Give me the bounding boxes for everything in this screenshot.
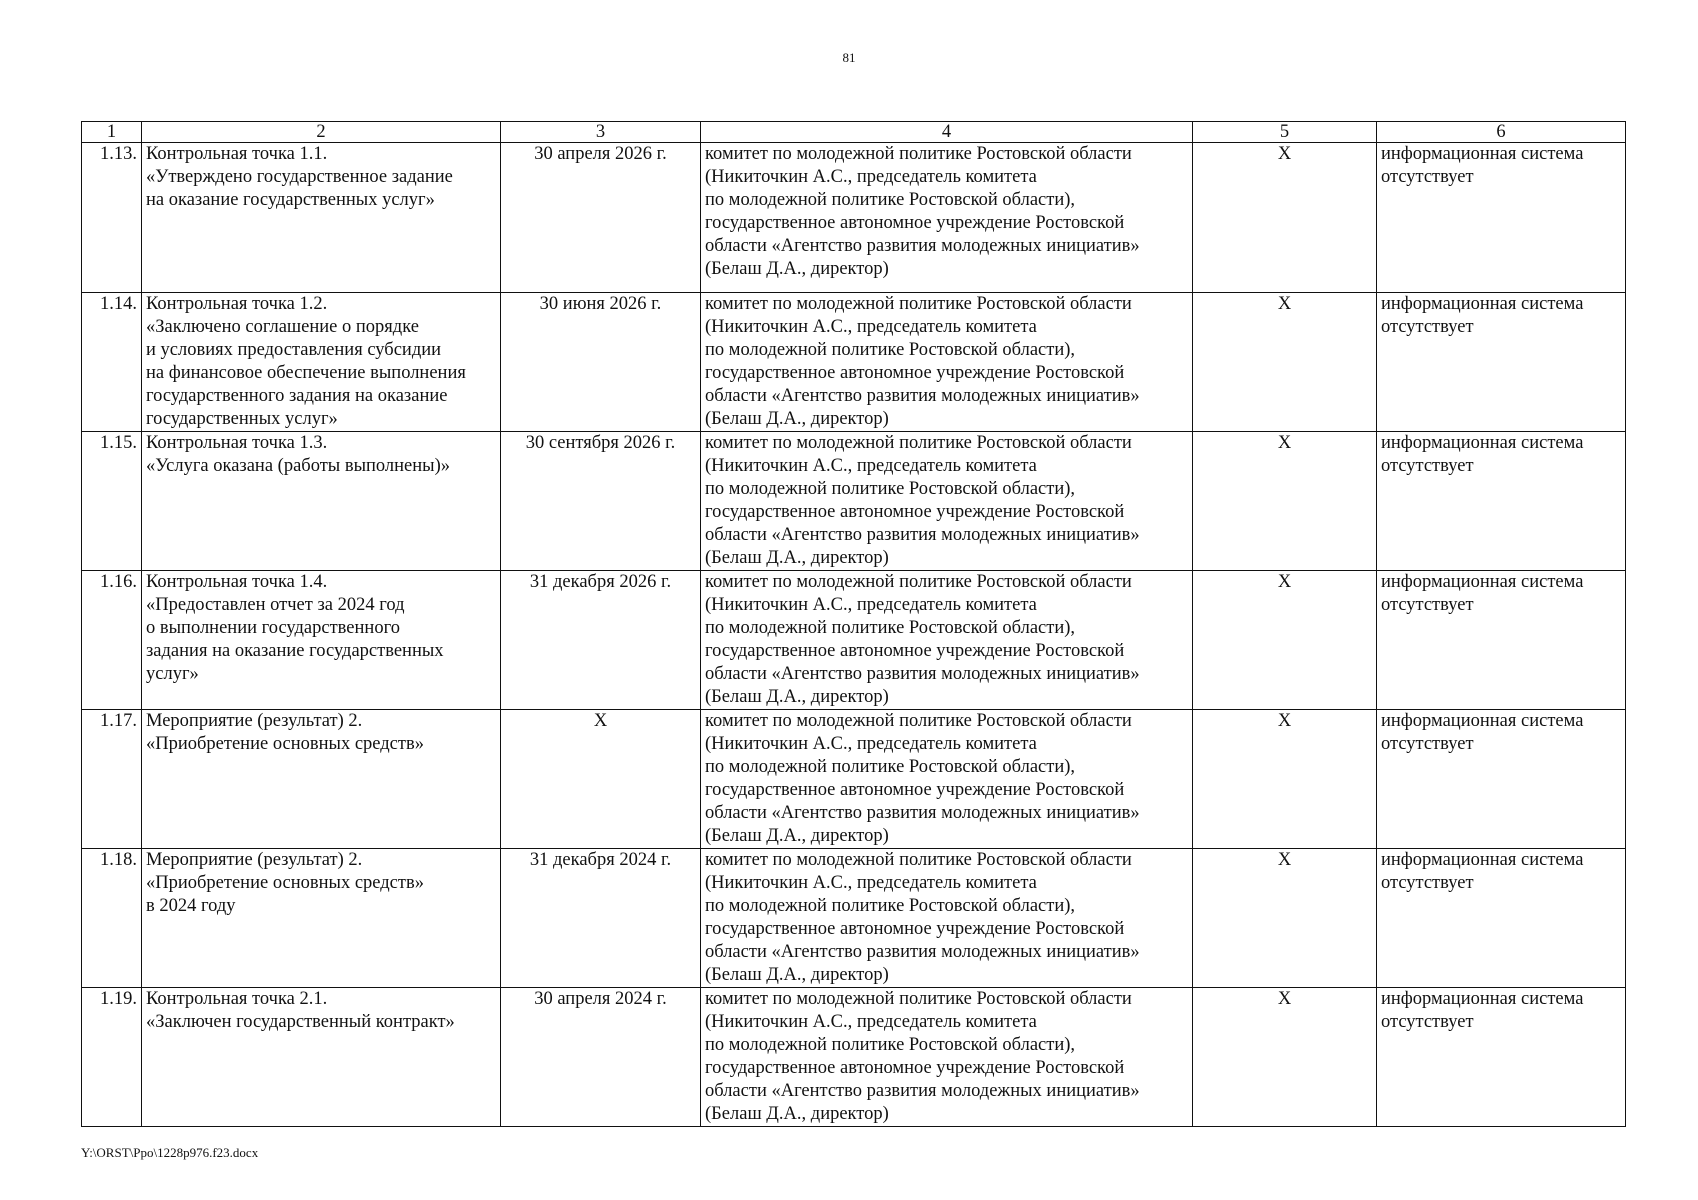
column-header: 1 [82,122,142,143]
table-row [82,293,1626,432]
row-number: 1.13. [82,143,142,293]
information-system: информационная система отсутствует [1377,710,1626,849]
information-system: информационная система отсутствует [1377,571,1626,710]
row-number: 1.19. [82,988,142,1127]
information-system: информационная система отсутствует [1377,432,1626,571]
deadline-date: 30 сентября 2026 г. [501,432,701,571]
column-5-value: X [1193,710,1377,849]
row-number: 1.15. [82,432,142,571]
responsible-executor: комитет по молодежной политике Ростовской области (Никиточкин А.С., председатель комитета по молодежной политике Ростовской области), государственное автономное учреждение Ростовской области «Агентство развития молодежных инициатив» (Белаш Д.А., директор) [701,143,1193,293]
deadline-date: 31 декабря 2024 г. [501,849,701,988]
information-system: информационная система отсутствует [1377,988,1626,1127]
column-5-value: X [1193,432,1377,571]
column-header: 6 [1377,122,1626,143]
table-header-row [82,122,1626,143]
column-header: 2 [142,122,501,143]
responsible-executor: комитет по молодежной политике Ростовской области (Никиточкин А.С., председатель комитета по молодежной политике Ростовской области), государственное автономное учреждение Ростовской области «Агентство развития молодежных инициатив» (Белаш Д.А., директор) [701,571,1193,710]
deadline-date: 30 апреля 2026 г. [501,143,701,293]
row-number: 1.16. [82,571,142,710]
event-name: Контрольная точка 2.1. «Заключен государственный контракт» [142,988,501,1127]
page-number: 81 [842,50,856,65]
table-row [82,988,1626,1127]
event-name: Контрольная точка 1.4. «Предоставлен отчет за 2024 год о выполнении государственного задания на оказание государственных услуг» [142,571,501,710]
deadline-date: X [501,710,701,849]
event-name: Контрольная точка 1.3. «Услуга оказана (работы выполнены)» [142,432,501,571]
row-number: 1.17. [82,710,142,849]
event-name: Мероприятие (результат) 2. «Приобретение основных средств» [142,710,501,849]
table-row [82,571,1626,710]
responsible-executor: комитет по молодежной политике Ростовской области (Никиточкин А.С., председатель комитета по молодежной политике Ростовской области), государственное автономное учреждение Ростовской области «Агентство развития молодежных инициатив» (Белаш Д.А., директор) [701,988,1193,1127]
column-5-value: X [1193,849,1377,988]
information-system: информационная система отсутствует [1377,849,1626,988]
table-row [82,849,1626,988]
responsible-executor: комитет по молодежной политике Ростовской области (Никиточкин А.С., председатель комитета по молодежной политике Ростовской области), государственное автономное учреждение Ростовской области «Агентство развития молодежных инициатив» (Белаш Д.А., директор) [701,432,1193,571]
event-name: Мероприятие (результат) 2. «Приобретение основных средств» в 2024 году [142,849,501,988]
row-number: 1.14. [82,293,142,432]
responsible-executor: комитет по молодежной политике Ростовской области (Никиточкин А.С., председатель комитета по молодежной политике Ростовской области), государственное автономное учреждение Ростовской области «Агентство развития молодежных инициатив» (Белаш Д.А., директор) [701,293,1193,432]
column-5-value: X [1193,293,1377,432]
responsible-executor: комитет по молодежной политике Ростовской области (Никиточкин А.С., председатель комитета по молодежной политике Ростовской области), государственное автономное учреждение Ростовской области «Агентство развития молодежных инициатив» (Белаш Д.А., директор) [701,849,1193,988]
information-system: информационная система отсутствует [1377,293,1626,432]
information-system: информационная система отсутствует [1377,143,1626,293]
table-row [82,143,1626,293]
event-name: Контрольная точка 1.2. «Заключено соглашение о порядке и условиях предоставления субсидии на финансовое обеспечение выполнения государственного задания на оказание государственных услуг» [142,293,501,432]
column-header: 3 [501,122,701,143]
deadline-date: 31 декабря 2026 г. [501,571,701,710]
column-5-value: X [1193,988,1377,1127]
column-header: 5 [1193,122,1377,143]
deadline-date: 30 июня 2026 г. [501,293,701,432]
table-row [82,710,1626,849]
row-number: 1.18. [82,849,142,988]
file-path-footer: Y:\ORST\Ppo\1228p976.f23.docx [81,1145,259,1160]
column-5-value: X [1193,143,1377,293]
event-name: Контрольная точка 1.1. «Утверждено государственное задание на оказание государственных услуг» [142,143,501,293]
column-header: 4 [701,122,1193,143]
control-points-table [81,121,1626,1127]
column-5-value: X [1193,571,1377,710]
deadline-date: 30 апреля 2024 г. [501,988,701,1127]
table-row [82,432,1626,571]
responsible-executor: комитет по молодежной политике Ростовской области (Никиточкин А.С., председатель комитета по молодежной политике Ростовской области), государственное автономное учреждение Ростовской области «Агентство развития молодежных инициатив» (Белаш Д.А., директор) [701,710,1193,849]
